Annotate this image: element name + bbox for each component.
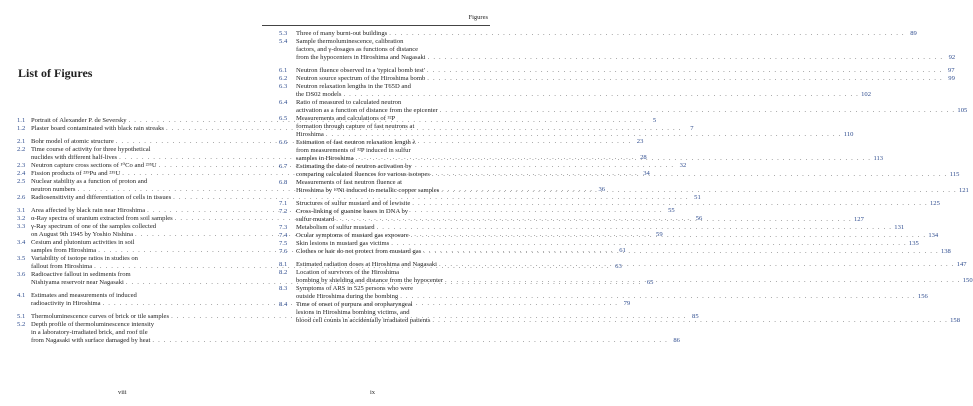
- figure-title-line: [296, 261, 967, 269]
- figure-number[interactable]: 8.3: [279, 285, 288, 292]
- figure-number[interactable]: 5.4: [279, 38, 288, 45]
- figure-title-line: [296, 147, 883, 155]
- leader-dots: [336, 216, 852, 224]
- page-number-link[interactable]: 105: [957, 107, 968, 114]
- figure-title-text: Cesium and plutonium activities in soil: [31, 239, 135, 246]
- figure-title-text: Time of onset of purpura and oropharyngeal: [296, 301, 413, 308]
- figure-number[interactable]: 2.4: [17, 170, 26, 177]
- page-number-link[interactable]: 86: [673, 337, 680, 344]
- figure-title-text: sulfur mustard: [296, 216, 335, 223]
- figure-number[interactable]: 5.2: [17, 321, 26, 328]
- figure-entry[interactable]: [279, 38, 956, 62]
- figure-title-text: Ratio of measured to calculated neutron: [296, 99, 402, 106]
- leader-dots: [389, 30, 905, 38]
- figure-title: [296, 67, 954, 75]
- leader-dots: [412, 200, 928, 208]
- page-number-link[interactable]: 92: [948, 54, 956, 61]
- figure-title: [296, 269, 973, 285]
- figure-number[interactable]: 6.6: [279, 139, 288, 146]
- figure-title-text: Estimating the date of neutron activation by: [296, 163, 412, 170]
- figure-title-text: Estimated radiation doses at Hiroshima and Nagasaki: [296, 261, 437, 268]
- figure-title-line: [296, 301, 960, 309]
- figure-number[interactable]: 3.1: [17, 207, 26, 214]
- leader-dots: [428, 54, 944, 62]
- figure-title-line: [296, 99, 967, 107]
- figure-title-text: outside Hiroshima during the bombing: [296, 293, 399, 300]
- figure-title-line: [296, 139, 883, 147]
- figure-title: [296, 38, 955, 62]
- figure-number[interactable]: 4.1: [17, 292, 26, 299]
- figure-title-text: the DS02 models: [296, 91, 342, 98]
- figure-title: [296, 240, 919, 248]
- page-number-link[interactable]: 150: [962, 277, 973, 284]
- figure-entry[interactable]: [279, 200, 940, 208]
- figure-title: [296, 232, 938, 240]
- figure-title-line: [296, 200, 940, 208]
- figure-number[interactable]: 3.5: [17, 255, 26, 262]
- figure-title: [296, 179, 969, 195]
- page-number-link[interactable]: 51: [694, 194, 701, 201]
- figure-title-text: activation as a function of distance from the epicenter: [296, 107, 438, 114]
- page-number-link[interactable]: 85: [692, 313, 699, 320]
- figure-title-text: radioactivity in Hiroshima: [31, 300, 101, 307]
- figure-title-text: Depth profile of thermoluminescence intensity: [31, 321, 155, 328]
- figure-title-text: Variability of isotope ratios in studies on: [31, 255, 138, 262]
- page-number-link[interactable]: 79: [623, 300, 631, 307]
- page-number-link[interactable]: 7: [690, 125, 694, 132]
- figure-number[interactable]: 3.6: [17, 271, 26, 278]
- figure-title-line: [296, 277, 973, 285]
- page-number-link[interactable]: 138: [940, 248, 951, 255]
- page-number-link[interactable]: 23: [636, 138, 644, 145]
- figure-title-line: [296, 269, 973, 277]
- figure-title-line: [296, 224, 904, 232]
- figure-title-text: Nishiyama reservoir near Nagasaki: [31, 279, 124, 286]
- figure-entry[interactable]: [279, 240, 919, 248]
- figure-title: [296, 83, 871, 99]
- figure-number[interactable]: 7.5: [279, 240, 288, 247]
- figure-title: [296, 301, 960, 325]
- figure-entry[interactable]: [17, 194, 701, 202]
- figure-title-text: Three of many burnt-out buildings: [296, 30, 388, 37]
- figure-title-text: Location of survivors of the Hiroshima: [296, 269, 400, 276]
- figure-title-text: Neutron fluence observed in a 'typical bomb test': [296, 67, 425, 74]
- figure-title-line: [296, 187, 969, 195]
- figure-number[interactable]: 6.4: [279, 99, 288, 106]
- figure-title-text: nuclides with different half-lives: [31, 154, 118, 161]
- figure-title-text: Nuclear stability as a function of proton and: [31, 178, 148, 185]
- figure-entry[interactable]: [279, 30, 917, 38]
- figure-title-text: Estimation of fast neutron relaxation length λ: [296, 139, 416, 146]
- figure-title-line: [296, 46, 955, 54]
- figure-number[interactable]: 1.1: [17, 117, 26, 124]
- figure-title-text: Symptoms of ARS in 525 persons who were: [296, 285, 414, 292]
- leader-dots: [427, 75, 943, 83]
- figure-title-text: from the hypocenters in Hiroshima and Nagasaki: [296, 54, 426, 61]
- figure-number[interactable]: 8.2: [279, 269, 288, 276]
- figure-title-text: Sample thermoluminescence, calibration: [296, 38, 404, 45]
- page-number-link[interactable]: 127: [853, 216, 864, 223]
- figure-title-text: Neutron relaxation lengths in the T65D and: [296, 83, 411, 90]
- figure-title-line: [296, 75, 955, 83]
- page-title: List of Figures: [18, 66, 93, 80]
- figure-title-text: Fission products of ²³⁹Pu and ²³⁵U: [31, 170, 121, 177]
- figure-title: [296, 30, 917, 38]
- page-number-link[interactable]: 55: [668, 207, 675, 214]
- figure-title: [296, 224, 904, 232]
- figure-title-line: [296, 208, 864, 216]
- page-number-link[interactable]: 134: [928, 232, 939, 239]
- figure-title-text: lesions in Hiroshima bombing victims, and: [296, 309, 410, 316]
- figure-title-text: γ-Ray spectrum of one of the samples collected: [31, 223, 157, 230]
- running-head: Figures: [468, 14, 488, 21]
- page-number-link[interactable]: 89: [910, 30, 917, 37]
- figure-title-text: comparing calculated fluences for various isotopes: [296, 171, 430, 178]
- figure-number[interactable]: 3.3: [17, 223, 26, 230]
- figure-title-text: Radioactive fallout in sediments from: [31, 271, 131, 278]
- leader-dots: [411, 232, 927, 240]
- figure-entry[interactable]: [279, 99, 968, 115]
- page-number-link[interactable]: 65: [646, 279, 654, 286]
- figure-title: [296, 248, 951, 256]
- leader-dots: [400, 293, 916, 301]
- figure-title-text: samples in Hiroshima: [296, 155, 354, 162]
- figure-title-line: [296, 285, 928, 293]
- figure-title-text: Skin lesions in mustard gas victims: [296, 240, 390, 247]
- page-number-link[interactable]: 158: [950, 317, 960, 324]
- figure-number[interactable]: 7.2: [279, 208, 288, 215]
- figure-title-text: α-Ray spectra of uranium extracted from soil samples: [31, 215, 173, 222]
- page-number-link[interactable]: 147: [956, 261, 967, 268]
- figure-title-text: in a laboratory-irradiated brick, and roof tile: [31, 329, 148, 336]
- page-number-link[interactable]: 99: [948, 75, 955, 82]
- figure-title-text: samples from Hiroshima: [31, 247, 97, 254]
- figure-entry[interactable]: [279, 75, 955, 83]
- figure-title-text: neutron numbers: [31, 186, 76, 193]
- page-number-link[interactable]: 131: [894, 224, 905, 231]
- leader-dots: [445, 277, 961, 285]
- page-number-link[interactable]: 97: [947, 67, 955, 74]
- figure-title-line: [296, 248, 951, 256]
- figure-title-text: Hiroshima by ⁶³Ni induced in metallic copper samples: [296, 187, 440, 194]
- figure-title-line: [296, 240, 919, 248]
- figure-title: [296, 261, 967, 269]
- leader-dots: [391, 240, 907, 248]
- figure-number[interactable]: 3.4: [17, 239, 26, 246]
- leader-dots: [432, 171, 948, 179]
- figure-title: [296, 200, 940, 208]
- figure-title-line: [296, 232, 938, 240]
- figure-title-text: from measurements of ³²P induced in sulfur: [296, 147, 411, 154]
- figure-title: [296, 75, 955, 83]
- leader-dots: [423, 248, 939, 256]
- leader-dots: [439, 261, 955, 269]
- figure-title-line: [296, 91, 871, 99]
- figure-title-text: Structures of sulfur mustard and of lewisite: [296, 200, 411, 207]
- figure-title-text: Neutron capture cross sections of ¹⁰Co and ²³⁵U: [31, 162, 157, 169]
- page-number-link[interactable]: 113: [873, 155, 884, 162]
- page-number-link[interactable]: 61: [619, 247, 626, 254]
- page-number-link[interactable]: 102: [861, 91, 872, 98]
- leader-dots: [441, 187, 957, 195]
- page-number-link[interactable]: 156: [917, 293, 928, 300]
- figure-title-line: [296, 163, 959, 171]
- page-number-link[interactable]: 135: [908, 240, 919, 247]
- figure-title: [296, 139, 883, 163]
- figure-number[interactable]: 7.6: [279, 248, 288, 255]
- figure-entry[interactable]: [17, 321, 680, 345]
- figure-number[interactable]: 7.3: [279, 224, 288, 231]
- figure-title-text: Measurements and calculations of ³²P: [296, 115, 396, 122]
- figure-entry[interactable]: [279, 285, 928, 301]
- leader-dots: [356, 155, 872, 163]
- figure-title-text: Neutron source spectrum of the Hiroshima bomb: [296, 75, 426, 82]
- leader-dots: [377, 224, 893, 232]
- figure-title-text: Metabolism of sulfur mustard: [296, 224, 375, 231]
- figure-title-text: formation through capture of fast neutrons at: [296, 123, 415, 130]
- figure-title-line: [296, 317, 960, 325]
- leader-dots: [432, 317, 948, 325]
- leader-dots: [343, 91, 859, 99]
- figure-entry[interactable]: [279, 115, 854, 139]
- figure-title: [296, 99, 967, 115]
- figure-title: [296, 115, 853, 139]
- figure-title-line: [296, 309, 960, 317]
- figure-title-text: Bohr model of atomic structure: [31, 138, 114, 145]
- figure-title-line: [296, 115, 853, 123]
- figure-title-text: Radiosensitivity and differentiation of cells in tissues: [31, 194, 172, 201]
- page-number-link[interactable]: 28: [640, 154, 647, 161]
- figure-number[interactable]: 6.8: [279, 179, 288, 186]
- figure-title-text: Plaster board contaminated with black rain streaks: [31, 125, 164, 132]
- figure-number[interactable]: 3.2: [17, 215, 26, 222]
- figure-number[interactable]: 2.2: [17, 146, 26, 153]
- figure-number[interactable]: 2.1: [17, 138, 26, 145]
- figure-number[interactable]: 5.3: [279, 30, 288, 37]
- figure-title-text: factors, and γ-dosages as functions of distance: [296, 46, 419, 53]
- figure-title-text: on August 9th 1945 by Yoshio Nishina: [31, 231, 134, 238]
- figure-title: [296, 208, 864, 224]
- figure-number[interactable]: 7.4: [279, 232, 288, 239]
- figure-number[interactable]: 2.3: [17, 162, 26, 169]
- figure-title-line: [296, 67, 954, 75]
- page-number-link[interactable]: 110: [843, 131, 854, 138]
- figure-title-text: blood cell counts in accidentally irradiated patients: [296, 317, 431, 324]
- page-number-link[interactable]: 63: [615, 263, 622, 270]
- figure-title-line: [296, 30, 917, 38]
- figure-number[interactable]: 2.6: [17, 194, 26, 201]
- page-number-link[interactable]: 36: [598, 186, 606, 193]
- figure-title-line: [296, 38, 955, 46]
- right-folio: ix: [370, 389, 376, 396]
- page-number-link[interactable]: 56: [695, 215, 703, 222]
- figure-entry[interactable]: [279, 83, 872, 99]
- figure-title-text: Area affected by black rain near Hiroshima: [31, 207, 146, 214]
- figure-number[interactable]: 6.3: [279, 83, 288, 90]
- figure-title-line: [296, 293, 928, 301]
- header-rule: [262, 25, 490, 26]
- figure-title: [296, 285, 928, 301]
- figure-title: [296, 163, 959, 179]
- page-number-link[interactable]: 59: [656, 231, 663, 238]
- figure-title-line: [296, 179, 969, 187]
- page-number-link[interactable]: 32: [679, 162, 687, 169]
- page-number-link[interactable]: 34: [643, 170, 650, 177]
- figure-title-text: from Nagasaki with surface damaged by heat: [31, 337, 151, 344]
- figure-title-text: Ocular symptoms of mustard gas exposure: [296, 232, 409, 239]
- figure-number[interactable]: 7.1: [279, 200, 288, 207]
- figure-title-text: fallout from Hiroshima: [31, 263, 93, 270]
- figure-title-line: [296, 131, 853, 139]
- figure-number[interactable]: 6.2: [279, 75, 288, 82]
- figure-number[interactable]: 1.2: [17, 125, 26, 132]
- figure-number[interactable]: 6.7: [279, 163, 288, 170]
- figure-title-text: bombing by shielding and distance from the hypocenter: [296, 277, 444, 284]
- figure-title-text: Estimates and measurements of induced: [31, 292, 137, 299]
- leader-dots: [440, 107, 956, 115]
- figure-entry[interactable]: [279, 67, 955, 75]
- figure-title-line: [296, 107, 967, 115]
- figure-title-text: Clothes or hair do not protect from mustard gas: [296, 248, 422, 255]
- figure-number[interactable]: 2.5: [17, 178, 26, 185]
- figure-title-line: [296, 83, 871, 91]
- figure-number[interactable]: 6.1: [279, 67, 288, 74]
- figure-title-text: Time course of activity for three hypothetical: [31, 146, 151, 153]
- figure-number[interactable]: 6.5: [279, 115, 288, 122]
- leader-dots: [326, 131, 842, 139]
- left-folio: viii: [118, 389, 127, 396]
- figure-title-line: [296, 54, 955, 62]
- figure-entry[interactable]: [279, 224, 905, 232]
- figure-title-text: Thermoluminescence curves of brick or tile samples: [31, 313, 170, 320]
- figure-title-line: [296, 216, 864, 224]
- figure-title-text: Hiroshima: [296, 131, 324, 138]
- page-number-link[interactable]: 5: [652, 117, 657, 124]
- figure-title-line: [296, 123, 853, 131]
- figure-title-line: [296, 171, 959, 179]
- figure-title-line: [296, 155, 883, 163]
- figure-title-text: Cross-linking of guanine bases in DNA by: [296, 208, 409, 215]
- leader-dots: [427, 67, 943, 75]
- page-number-link[interactable]: 115: [949, 171, 960, 178]
- figure-number[interactable]: 8.4: [279, 301, 288, 308]
- figure-title-text: Portrait of Alexander P. de Seversky: [31, 117, 127, 124]
- figure-number[interactable]: 5.1: [17, 313, 26, 320]
- figure-title-text: Measurements of fast neutron fluence at: [296, 179, 403, 186]
- page-number-link[interactable]: 121: [958, 187, 969, 194]
- figure-number[interactable]: 8.1: [279, 261, 288, 268]
- page-number-link[interactable]: 125: [929, 200, 940, 207]
